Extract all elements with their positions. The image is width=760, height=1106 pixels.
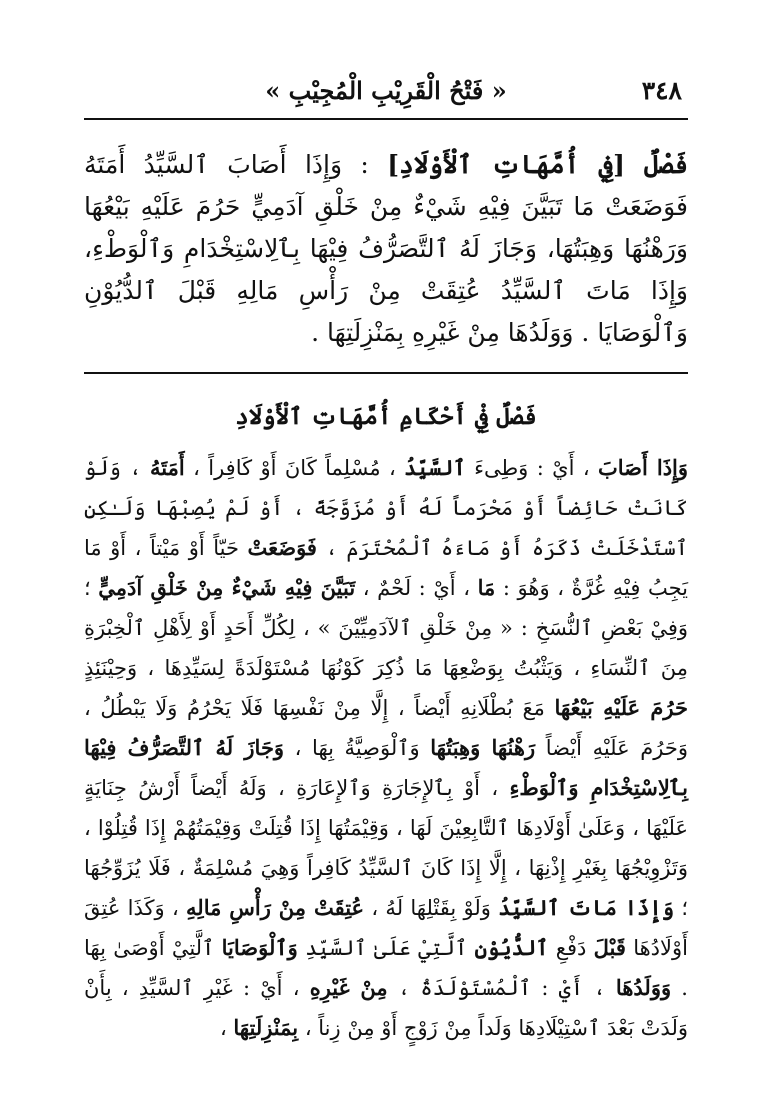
quoted-matn-segment: عُتِقَتْ مِنْ رَأْسِ مَالِهِ [186, 895, 365, 920]
main-text-body: : وَإِذَا أَصَابَ ٱلسَّيِّدُ أَمَتَهُ فَوَضَعَتْ مَا تَبَيَّنَ فِيْهِ شَيْءٌ مِنْ خَلْقِ آدَمِيٍّ حَرُمَ عَلَيْهِ بَيْعُهَا وَرَهْنُهَا وَهِبَتُهَا، وَجَازَ لَهُ ٱلتَّصَرُّفُ فِيْهَا بِٱلِاسْتِخْدَامِ وَٱلْوَطْءِ، وَإِذَا مَاتَ ٱلسَّيِّدُ عُتِقَتْ مِنْ رَأْسِ مَالِهِ قَبْلَ ٱلدُّيُوْنِ وَٱلْوَصَايَا . وَوَلَدُهَا مِنْ غَيْرِهِ بِمَنْزِلَتِهَا . [84, 150, 688, 347]
commentary-segment: ، أَيْ : غَيْرِ ٱلسَّيِّدِ ، بِأَنْ وَلَدَتْ بَعْدَ ٱسْتِيْلَادِهَا وَلَداً مِنْ زَوْجٍ أَوْ مِنْ زِناً ، [84, 976, 688, 1040]
commentary-segment: ٱلَّتِيْ عَلَىٰ ٱلسَّيِّدِ [297, 936, 475, 960]
chapter-heading-inline: فَصْلٌ [فِي أُمَّهَاتِ ٱلْأَوْلَادِ] [387, 150, 689, 179]
commentary-segment: ، أَوْ بِٱلإِجَارَةِ وَٱلإِعَارَةِ ، وَلَهُ أَيْضاً أَرْشُ جِنَايَةٍ عَلَيْهَا ، وَعَلَىٰ أَوْلَادِهَا ٱلتَّابِعِيْنَ لَهَا ، وَقِيْمَتُهَا إِذَا قُتِلَتْ وَقِيْمَتُهُمْ إِذَا قُتِلُوْا ، وَتَزْوِيْجُهَا بِغَيْرِ إِذْنِهَا ، إِلَّا إِذَا كَانَ ٱلسَّيِّدُ كَافِراً وَهِيَ مُسْلِمَةٌ ، فَلَا يُزَوِّجُهَا ؛ [84, 776, 688, 920]
page-number: ٣٤٨ [641, 76, 682, 105]
commentary-segment: وَلَوْ بِقَتْلِهَا لَهُ ، [364, 896, 499, 920]
main-text [84, 144, 688, 354]
page-header [84, 70, 688, 118]
quoted-matn-segment: وَإِذَا مَاتَ ٱلسَّيِّدُ [498, 895, 675, 920]
commentary-segment: حَيّاً أَوْ مَيْتاً ، أَوْ مَا يَجِبُ فِيْهِ غُرَّةٌ ، وَهُوَ : [84, 536, 688, 600]
commentary-segment: وَٱلْوَصِيَّةُ بِهَا ، [284, 736, 431, 760]
commentary-segment: ، أَيْ : وَطِىءَ [465, 456, 598, 480]
commentary-segment: مَعَ بُطْلَانِهِ أَيْضاً ، إِلَّا مِنْ نَفْسِهَا فَلَا يَحْرُمُ وَلَا يَبْطُلُ ، وَحَرُمَ عَلَيْهِ أَيْضاً [84, 696, 688, 760]
commentary-segment: ، مُسْلِماً كَانَ أَوْ كَافِراً ، [184, 456, 405, 480]
commentary-segment: ؛ وَفِيْ بَعْضِ ٱلنُّسَخِ : « مِنْ خَلْقِ ٱلآدَمِيِّيْنَ » ، لِكُلِّ أَحَدٍ أَوْ لِأَهْلِ ٱلْخِبْرَةِ مِنَ ٱلنِّسَاءِ ، وَيَثْبُتُ بِوَضْعِهَا مَا ذُكِرَ كَوْنُهَا مُسْتَوْلَدَةً لِسَيِّدِهَا ، وَحِيْنَئِذٍ [84, 576, 688, 680]
quoted-matn-segment: تَبَيَّنَ فِيْهِ شَيْءٌ مِنْ خَلْقِ آدَمِيٍّ [98, 575, 356, 600]
quoted-matn-segment: وَإِذَا أَصَابَ [598, 455, 689, 480]
commentary-text [84, 448, 688, 1048]
quoted-matn-segment: وَوَلَدُهَا [615, 975, 672, 1000]
commentary-segment: ، وَلَوْ كَانَتْ حَائِضاً أَوْ مَحْرَماً لَهُ أَوْ مُزَوَّجَةً ، أَوْ لَمْ يُصِبْهَا وَلَـٰكِنِ ٱسْتَدْخَلَتْ ذَكَرَهُ أَوْ مَاءَهُ ٱلْمُحْتَرَمَ ، [84, 456, 688, 560]
commentary-heading: فَصْلٌ فِيْ أَحْكَامِ أُمَّهَاتِ ٱلْأَوْلَادِ [235, 403, 537, 430]
quoted-matn-segment: قَبْلَ [593, 935, 626, 960]
section-divider [84, 372, 688, 374]
quoted-matn-segment: رَهْنُهَا وَهِبَتُهَا [430, 735, 536, 760]
quoted-matn-segment: أَمَتَهُ [150, 455, 185, 480]
commentary-segment: ، أَيْ : ٱلْمُسْتَوْلَدَةُ ، [387, 976, 616, 1000]
quoted-matn-segment: بِمَنْزِلَتِهَا [233, 1015, 299, 1040]
quoted-matn-segment: وَٱلْوَصَايَا [221, 935, 298, 960]
commentary-segment: دَفْعِ [548, 936, 594, 960]
commentary-segment: ، أَيْ : لَحْمٌ ، [355, 576, 478, 600]
quoted-matn-segment: حَرُمَ عَلَيْهِ بَيْعُهَا [554, 695, 688, 720]
quoted-matn-segment: وَجَازَ لَهُ ٱلتَّصَرُّفُ فِيْهَا بِٱلِاسْتِخْدَامِ وَٱلْوَطْءِ [84, 735, 688, 800]
quoted-matn-segment: ٱلدُّيُوْنِ [474, 935, 549, 960]
commentary-segment: ، [219, 1016, 234, 1040]
header-divider [84, 118, 688, 120]
running-title: « فَتْحُ الْقَرِيْبِ الْمُجِيْبِ » [265, 76, 507, 105]
quoted-matn-segment: مِنْ غَيْرِهِ [309, 975, 388, 1000]
commentary-segment: ٱلَّتِيْ أَوْصَىٰ بِهَا . [84, 936, 688, 1000]
book-page [84, 70, 688, 1048]
quoted-matn-segment: فَوَضَعَتْ [247, 535, 317, 560]
commentary-segment: ، وَكَذَا عُتِقَ أَوْلَادُهَا [84, 896, 688, 960]
quoted-matn-segment: مَا [477, 575, 496, 600]
quoted-matn-segment: ٱلسَّيِّدُ [404, 455, 466, 480]
